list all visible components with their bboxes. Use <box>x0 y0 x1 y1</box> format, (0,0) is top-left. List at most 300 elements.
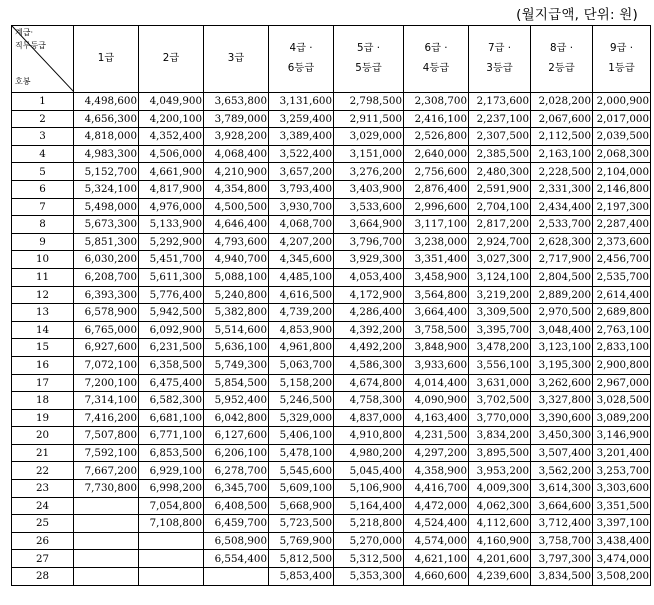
salary-cell <box>74 497 139 515</box>
salary-cell: 3,123,100 <box>531 339 593 357</box>
salary-cell: 2,756,600 <box>404 163 469 181</box>
salary-cell: 3,351,500 <box>593 497 651 515</box>
salary-cell: 4,660,600 <box>404 568 469 586</box>
table-row <box>12 550 651 568</box>
table-row <box>12 145 651 163</box>
grade-header-label: 1등급 <box>608 62 635 74</box>
salary-cell: 3,953,200 <box>469 462 531 480</box>
salary-cell: 5,498,000 <box>74 198 139 216</box>
table-row <box>12 286 651 304</box>
grade-header-label: 2등급 <box>548 62 575 74</box>
salary-cell: 4,297,200 <box>404 444 469 462</box>
salary-cell: 4,201,600 <box>469 550 531 568</box>
grade-header-cell <box>269 26 334 93</box>
salary-cell: 2,163,100 <box>531 145 593 163</box>
salary-cell: 4,112,600 <box>469 515 531 533</box>
salary-cell: 3,758,500 <box>404 321 469 339</box>
salary-cell: 4,200,100 <box>139 110 204 128</box>
salary-cell: 5,088,100 <box>204 268 269 286</box>
salary-cell: 3,276,200 <box>334 163 404 181</box>
table-row <box>12 462 651 480</box>
salary-cell: 4,793,600 <box>204 233 269 251</box>
salary-cell: 3,201,400 <box>593 444 651 462</box>
table-row <box>12 268 651 286</box>
grade-header-cell <box>531 26 593 93</box>
salary-cell: 7,054,800 <box>139 497 204 515</box>
salary-cell: 2,456,700 <box>593 251 651 269</box>
salary-cell: 2,911,500 <box>334 110 404 128</box>
salary-cell: 2,173,600 <box>469 93 531 111</box>
grade-header-label: 1급 <box>97 52 115 65</box>
salary-cell: 4,674,800 <box>334 374 404 392</box>
salary-cell: 2,017,000 <box>593 110 651 128</box>
salary-cell: 5,353,300 <box>334 568 404 586</box>
salary-cell: 2,104,000 <box>593 163 651 181</box>
salary-cell: 3,303,600 <box>593 480 651 498</box>
salary-cell: 2,798,500 <box>334 93 404 111</box>
salary-cell: 4,646,400 <box>204 216 269 234</box>
step-cell: 17 <box>12 374 74 392</box>
salary-cell: 6,508,900 <box>204 532 269 550</box>
step-cell: 28 <box>12 568 74 586</box>
salary-cell: 2,197,300 <box>593 198 651 216</box>
salary-cell: 3,533,600 <box>334 198 404 216</box>
salary-cell: 3,089,200 <box>593 409 651 427</box>
grade-header-label: 5급 · <box>356 42 381 55</box>
salary-cell: 5,451,700 <box>139 251 204 269</box>
salary-cell: 6,393,300 <box>74 286 139 304</box>
salary-cell: 3,770,000 <box>469 409 531 427</box>
salary-cell: 2,480,300 <box>469 163 531 181</box>
salary-cell: 4,485,100 <box>269 268 334 286</box>
salary-cell: 6,765,000 <box>74 321 139 339</box>
salary-cell: 3,327,800 <box>531 392 593 410</box>
salary-cell: 2,763,100 <box>593 321 651 339</box>
salary-cell: 7,072,100 <box>74 356 139 374</box>
salary-cell: 5,164,400 <box>334 497 404 515</box>
salary-cell: 5,063,700 <box>269 356 334 374</box>
salary-cell: 3,929,300 <box>334 251 404 269</box>
table-row <box>12 304 651 322</box>
salary-cell: 4,524,400 <box>404 515 469 533</box>
salary-cell: 4,656,300 <box>74 110 139 128</box>
salary-cell: 5,854,500 <box>204 374 269 392</box>
corner-label-rank: 계급· <box>15 28 33 37</box>
salary-cell: 3,789,000 <box>204 110 269 128</box>
salary-cell: 3,933,600 <box>404 356 469 374</box>
corner-label-step: 호봉 <box>15 77 31 86</box>
step-cell: 13 <box>12 304 74 322</box>
step-cell: 14 <box>12 321 74 339</box>
step-cell: 1 <box>12 93 74 111</box>
salary-cell: 4,207,200 <box>269 233 334 251</box>
salary-cell: 2,434,400 <box>531 198 593 216</box>
table-row <box>12 198 651 216</box>
salary-cell: 5,270,000 <box>334 532 404 550</box>
table-row <box>12 497 651 515</box>
salary-cell: 5,668,900 <box>269 497 334 515</box>
salary-cell: 4,160,900 <box>469 532 531 550</box>
salary-cell: 4,352,400 <box>139 128 204 146</box>
grade-header-cell <box>204 26 269 93</box>
salary-cell: 5,240,800 <box>204 286 269 304</box>
salary-cell: 3,834,200 <box>469 427 531 445</box>
table-row <box>12 532 651 550</box>
grade-header-cell <box>334 26 404 93</box>
table-row <box>12 339 651 357</box>
salary-cell: 3,259,400 <box>269 110 334 128</box>
salary-cell: 5,749,300 <box>204 356 269 374</box>
salary-cell <box>139 550 204 568</box>
salary-cell: 3,048,400 <box>531 321 593 339</box>
step-cell: 23 <box>12 480 74 498</box>
salary-cell: 3,117,100 <box>404 216 469 234</box>
salary-cell: 2,112,500 <box>531 128 593 146</box>
corner-header-cell <box>12 26 74 93</box>
salary-cell: 4,983,300 <box>74 145 139 163</box>
salary-cell: 4,163,400 <box>404 409 469 427</box>
salary-cell <box>74 550 139 568</box>
salary-cell: 3,309,500 <box>469 304 531 322</box>
salary-cell: 5,382,800 <box>204 304 269 322</box>
salary-cell: 4,758,300 <box>334 392 404 410</box>
table-row <box>12 480 651 498</box>
salary-cell: 5,312,500 <box>334 550 404 568</box>
salary-cell: 7,730,800 <box>74 480 139 498</box>
salary-cell: 3,028,500 <box>593 392 651 410</box>
salary-cell: 3,631,000 <box>469 374 531 392</box>
salary-cell: 2,900,800 <box>593 356 651 374</box>
salary-cell: 2,996,600 <box>404 198 469 216</box>
salary-cell: 7,507,800 <box>74 427 139 445</box>
salary-cell: 4,014,400 <box>404 374 469 392</box>
salary-cell: 3,027,300 <box>469 251 531 269</box>
salary-cell: 6,929,100 <box>139 462 204 480</box>
salary-cell: 6,582,300 <box>139 392 204 410</box>
grade-header-label: 5등급 <box>355 62 382 74</box>
salary-cell: 2,287,400 <box>593 216 651 234</box>
salary-cell: 6,408,500 <box>204 497 269 515</box>
salary-cell: 6,092,900 <box>139 321 204 339</box>
step-cell: 22 <box>12 462 74 480</box>
salary-cell: 3,151,000 <box>334 145 404 163</box>
salary-cell: 3,930,700 <box>269 198 334 216</box>
salary-cell: 5,776,400 <box>139 286 204 304</box>
salary-cell: 3,395,700 <box>469 321 531 339</box>
salary-cell: 5,851,300 <box>74 233 139 251</box>
salary-cell: 3,474,000 <box>593 550 651 568</box>
salary-cell: 5,246,500 <box>269 392 334 410</box>
salary-cell: 4,354,800 <box>204 180 269 198</box>
grade-header-cell <box>139 26 204 93</box>
salary-cell: 4,616,500 <box>269 286 334 304</box>
salary-cell: 2,717,900 <box>531 251 593 269</box>
salary-cell: 2,967,000 <box>593 374 651 392</box>
table-row <box>12 374 651 392</box>
salary-cell: 4,976,000 <box>139 198 204 216</box>
salary-cell: 4,853,900 <box>269 321 334 339</box>
header-row <box>12 26 651 93</box>
salary-cell: 6,578,900 <box>74 304 139 322</box>
salary-cell: 3,390,600 <box>531 409 593 427</box>
step-cell: 16 <box>12 356 74 374</box>
salary-cell: 5,218,800 <box>334 515 404 533</box>
salary-cell: 2,924,700 <box>469 233 531 251</box>
salary-cell: 2,039,500 <box>593 128 651 146</box>
salary-cell: 3,262,600 <box>531 374 593 392</box>
salary-cell: 5,636,100 <box>204 339 269 357</box>
salary-cell: 5,609,100 <box>269 480 334 498</box>
step-cell: 10 <box>12 251 74 269</box>
salary-cell: 3,702,500 <box>469 392 531 410</box>
step-cell: 26 <box>12 532 74 550</box>
salary-cell: 5,853,400 <box>269 568 334 586</box>
salary-cell: 3,712,400 <box>531 515 593 533</box>
salary-cell: 5,514,600 <box>204 321 269 339</box>
salary-cell: 2,228,500 <box>531 163 593 181</box>
salary-cell: 3,848,900 <box>404 339 469 357</box>
salary-cell: 4,068,700 <box>269 216 334 234</box>
salary-cell: 3,653,800 <box>204 93 269 111</box>
salary-cell: 4,472,000 <box>404 497 469 515</box>
salary-cell: 5,133,900 <box>139 216 204 234</box>
salary-cell: 4,739,200 <box>269 304 334 322</box>
salary-cell: 4,049,900 <box>139 93 204 111</box>
salary-cell: 2,307,500 <box>469 128 531 146</box>
salary-cell: 4,818,000 <box>74 128 139 146</box>
salary-cell: 3,664,900 <box>334 216 404 234</box>
salary-cell <box>74 532 139 550</box>
table-row <box>12 409 651 427</box>
salary-cell: 3,664,400 <box>404 304 469 322</box>
salary-cell: 6,127,600 <box>204 427 269 445</box>
salary-cell: 6,853,500 <box>139 444 204 462</box>
salary-cell: 2,876,400 <box>404 180 469 198</box>
step-cell: 15 <box>12 339 74 357</box>
table-row <box>12 568 651 586</box>
salary-cell: 5,952,400 <box>204 392 269 410</box>
unit-note: (월지급액, 단위: 원) <box>516 7 638 23</box>
salary-cell: 3,657,200 <box>269 163 334 181</box>
salary-cell: 3,614,300 <box>531 480 593 498</box>
salary-cell: 5,611,300 <box>139 268 204 286</box>
salary-cell: 4,392,200 <box>334 321 404 339</box>
step-cell: 8 <box>12 216 74 234</box>
salary-cell: 2,385,500 <box>469 145 531 163</box>
salary-cell <box>139 532 204 550</box>
salary-cell: 6,998,200 <box>139 480 204 498</box>
salary-cell: 4,090,900 <box>404 392 469 410</box>
salary-cell: 3,928,200 <box>204 128 269 146</box>
salary-cell: 5,769,900 <box>269 532 334 550</box>
salary-cell: 6,771,100 <box>139 427 204 445</box>
step-cell: 25 <box>12 515 74 533</box>
salary-cell: 5,152,700 <box>74 163 139 181</box>
salary-cell: 3,507,400 <box>531 444 593 462</box>
salary-cell: 4,009,300 <box>469 480 531 498</box>
salary-cell: 3,397,100 <box>593 515 651 533</box>
salary-cell: 2,591,900 <box>469 180 531 198</box>
step-cell: 9 <box>12 233 74 251</box>
table-row <box>12 93 651 111</box>
salary-cell: 2,535,700 <box>593 268 651 286</box>
salary-cell: 7,667,200 <box>74 462 139 480</box>
step-cell: 19 <box>12 409 74 427</box>
salary-cell: 4,286,400 <box>334 304 404 322</box>
salary-cell: 4,940,700 <box>204 251 269 269</box>
salary-cell: 2,970,500 <box>531 304 593 322</box>
salary-cell: 3,556,100 <box>469 356 531 374</box>
salary-cell: 4,358,900 <box>404 462 469 480</box>
salary-cell: 5,329,000 <box>269 409 334 427</box>
salary-cell: 3,253,700 <box>593 462 651 480</box>
grade-header-label: 4급 · <box>289 42 313 55</box>
salary-cell: 2,614,400 <box>593 286 651 304</box>
salary-cell: 5,478,100 <box>269 444 334 462</box>
table-row <box>12 128 651 146</box>
salary-cell: 6,206,100 <box>204 444 269 462</box>
table-row <box>12 163 651 181</box>
salary-cell: 4,053,400 <box>334 268 404 286</box>
salary-cell: 4,068,400 <box>204 145 269 163</box>
salary-cell: 6,554,400 <box>204 550 269 568</box>
salary-cell: 7,314,100 <box>74 392 139 410</box>
step-cell: 2 <box>12 110 74 128</box>
salary-cell: 6,208,700 <box>74 268 139 286</box>
salary-cell: 3,124,100 <box>469 268 531 286</box>
salary-cell: 3,351,400 <box>404 251 469 269</box>
salary-cell: 4,062,300 <box>469 497 531 515</box>
salary-cell: 2,068,300 <box>593 145 651 163</box>
grade-header-label: 9급 · <box>609 42 634 55</box>
table-row <box>12 233 651 251</box>
salary-cell <box>74 568 139 586</box>
salary-cell: 6,345,700 <box>204 480 269 498</box>
table-row <box>12 444 651 462</box>
grade-header-cell <box>469 26 531 93</box>
salary-cell: 2,704,100 <box>469 198 531 216</box>
salary-cell: 2,416,100 <box>404 110 469 128</box>
salary-cell: 4,498,600 <box>74 93 139 111</box>
salary-cell: 4,661,900 <box>139 163 204 181</box>
table-row <box>12 356 651 374</box>
salary-cell: 5,545,600 <box>269 462 334 480</box>
salary-cell: 6,459,700 <box>204 515 269 533</box>
salary-cell: 5,324,100 <box>74 180 139 198</box>
salary-cell: 5,406,100 <box>269 427 334 445</box>
salary-cell: 5,673,300 <box>74 216 139 234</box>
salary-cell: 2,889,200 <box>531 286 593 304</box>
salary-cell: 4,574,000 <box>404 532 469 550</box>
step-cell: 21 <box>12 444 74 462</box>
salary-cell: 5,942,500 <box>139 304 204 322</box>
salary-cell: 3,564,800 <box>404 286 469 304</box>
step-cell: 7 <box>12 198 74 216</box>
salary-cell <box>204 568 269 586</box>
salary-cell: 3,834,500 <box>531 568 593 586</box>
salary-cell: 3,478,200 <box>469 339 531 357</box>
salary-cell: 3,797,300 <box>531 550 593 568</box>
salary-cell: 2,817,200 <box>469 216 531 234</box>
grade-header-cell <box>74 26 139 93</box>
table-row <box>12 321 651 339</box>
salary-cell: 2,331,300 <box>531 180 593 198</box>
salary-cell: 3,029,000 <box>334 128 404 146</box>
salary-cell <box>74 515 139 533</box>
table-row <box>12 427 651 445</box>
salary-cell: 3,195,300 <box>531 356 593 374</box>
table-row <box>12 180 651 198</box>
salary-cell: 3,895,500 <box>469 444 531 462</box>
grade-header-cell <box>593 26 651 93</box>
salary-cell: 4,492,200 <box>334 339 404 357</box>
salary-cell: 4,817,900 <box>139 180 204 198</box>
salary-cell: 4,239,600 <box>469 568 531 586</box>
salary-cell: 7,108,800 <box>139 515 204 533</box>
step-cell: 6 <box>12 180 74 198</box>
salary-cell: 5,045,400 <box>334 462 404 480</box>
salary-cell: 4,210,900 <box>204 163 269 181</box>
salary-cell: 7,592,100 <box>74 444 139 462</box>
salary-cell <box>139 568 204 586</box>
salary-cell: 2,373,600 <box>593 233 651 251</box>
salary-cell: 4,345,600 <box>269 251 334 269</box>
salary-cell: 3,438,400 <box>593 532 651 550</box>
salary-cell: 4,500,500 <box>204 198 269 216</box>
salary-cell: 2,000,900 <box>593 93 651 111</box>
grade-header-label: 2급 <box>162 52 180 65</box>
salary-cell: 3,450,300 <box>531 427 593 445</box>
salary-cell: 3,508,200 <box>593 568 651 586</box>
salary-cell: 5,812,500 <box>269 550 334 568</box>
step-cell: 3 <box>12 128 74 146</box>
salary-cell: 7,416,200 <box>74 409 139 427</box>
step-cell: 20 <box>12 427 74 445</box>
salary-cell: 6,042,800 <box>204 409 269 427</box>
salary-cell: 2,533,700 <box>531 216 593 234</box>
grade-header-label: 6등급 <box>287 62 315 74</box>
table-row <box>12 216 651 234</box>
salary-cell: 6,927,600 <box>74 339 139 357</box>
salary-table <box>11 25 651 586</box>
salary-cell: 3,131,600 <box>269 93 334 111</box>
table-row <box>12 515 651 533</box>
salary-cell: 3,146,900 <box>593 427 651 445</box>
salary-cell: 6,475,400 <box>139 374 204 392</box>
salary-cell: 3,664,600 <box>531 497 593 515</box>
salary-cell: 2,237,100 <box>469 110 531 128</box>
step-cell: 12 <box>12 286 74 304</box>
salary-cell: 3,562,200 <box>531 462 593 480</box>
salary-cell: 6,681,100 <box>139 409 204 427</box>
salary-cell: 4,506,000 <box>139 145 204 163</box>
salary-cell: 2,640,000 <box>404 145 469 163</box>
step-cell: 18 <box>12 392 74 410</box>
salary-cell: 2,067,600 <box>531 110 593 128</box>
salary-cell: 3,458,900 <box>404 268 469 286</box>
salary-cell: 4,837,000 <box>334 409 404 427</box>
salary-cell: 5,158,200 <box>269 374 334 392</box>
salary-cell: 3,403,900 <box>334 180 404 198</box>
salary-cell: 5,292,900 <box>139 233 204 251</box>
salary-cell: 4,172,900 <box>334 286 404 304</box>
salary-cell: 6,030,200 <box>74 251 139 269</box>
salary-cell: 3,796,700 <box>334 233 404 251</box>
step-cell: 11 <box>12 268 74 286</box>
salary-cell: 3,238,000 <box>404 233 469 251</box>
salary-cell: 6,358,500 <box>139 356 204 374</box>
salary-cell: 2,146,800 <box>593 180 651 198</box>
